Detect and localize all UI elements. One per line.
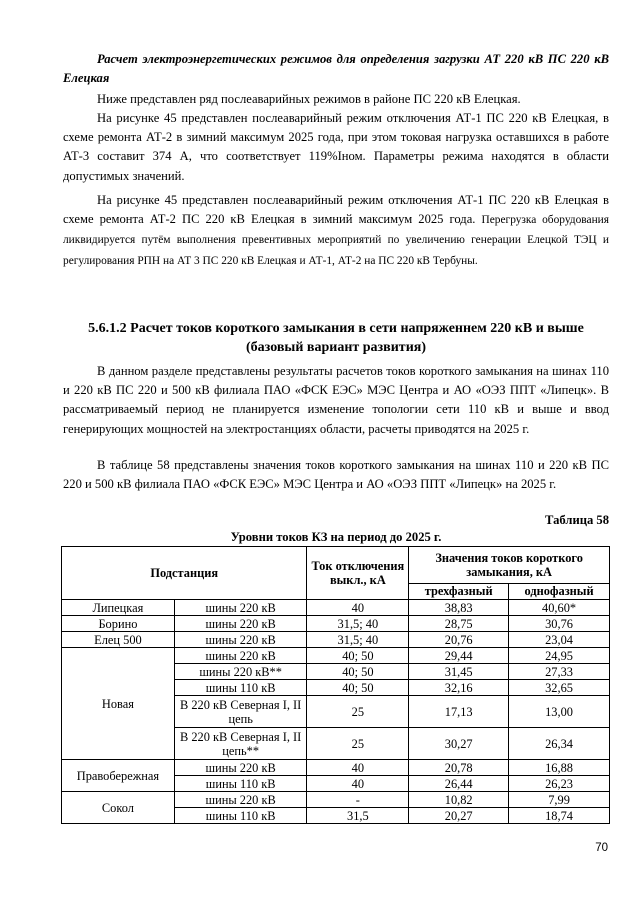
cell-single-phase: 40,60*: [509, 600, 610, 616]
cell-three-phase: 17,13: [409, 696, 509, 728]
subsection-heading: 5.6.1.2 Расчет токов короткого замыкания в сети напряженнем 220 кВ и выше (базовый вариант развития): [88, 321, 584, 355]
cell-bus: В 220 кВ Северная I, II цепь**: [174, 728, 307, 760]
cell-single-phase: 7,99: [509, 792, 610, 808]
cell-bus: шины 220 кВ: [174, 632, 307, 648]
cell-breaking: 40; 50: [307, 648, 409, 664]
cell-three-phase: 20,27: [409, 808, 509, 824]
cell-breaking: 25: [307, 728, 409, 760]
cell-breaking: 31,5; 40: [307, 632, 409, 648]
table-row: [62, 632, 610, 648]
cell-breaking: 40: [307, 600, 409, 616]
cell-single-phase: 32,65: [509, 680, 610, 696]
cell-substation: Борино: [62, 616, 175, 632]
cell-single-phase: 26,23: [509, 776, 610, 792]
cell-bus: шины 110 кВ: [174, 808, 307, 824]
cell-single-phase: 24,95: [509, 648, 610, 664]
cell-bus: шины 220 кВ: [174, 600, 307, 616]
header-sc-values: Значения токов короткого замыкания, кА: [409, 547, 610, 584]
table-row: [62, 648, 610, 664]
table-row: [62, 760, 610, 776]
cell-substation: Липецкая: [62, 600, 175, 616]
cell-three-phase: 20,76: [409, 632, 509, 648]
cell-substation: Новая: [62, 648, 175, 760]
table-row: [62, 600, 610, 616]
page-number: 70: [595, 842, 608, 854]
cell-bus: шины 220 кВ: [174, 792, 307, 808]
cell-three-phase: 10,82: [409, 792, 509, 808]
table-title: Уровни токов КЗ на период до 2025 г.: [230, 530, 442, 544]
cell-three-phase: 30,27: [409, 728, 509, 760]
cell-bus: В 220 кВ Северная I, II цепь: [174, 696, 307, 728]
table-row: [62, 616, 610, 632]
paragraph-mode-2-text: На рисунке 45 представлен послеаварийный режим отключения АТ-1 ПС 220 кВ Елецкая в схеме ремонта АТ-2 ПС 220 кВ Елецкая в зимний максимум 2025 года.: [63, 193, 609, 227]
cell-substation: Правобережная: [62, 760, 175, 792]
paragraph-intro: Ниже представлен ряд послеаварийных режимов в районе ПС 220 кВ Елецкая.: [97, 92, 521, 106]
header-three-phase: трехфазный: [409, 583, 509, 599]
cell-breaking: -: [307, 792, 409, 808]
cell-single-phase: 30,76: [509, 616, 610, 632]
cell-single-phase: 27,33: [509, 664, 610, 680]
cell-three-phase: 32,16: [409, 680, 509, 696]
cell-three-phase: 26,44: [409, 776, 509, 792]
header-single-phase: однофазный: [509, 583, 610, 599]
cell-three-phase: 38,83: [409, 600, 509, 616]
cell-three-phase: 20,78: [409, 760, 509, 776]
paragraph-mode-1: На рисунке 45 представлен послеаварийный режим отключения АТ-1 ПС 220 кВ Елецкая, в схеме ремонта АТ-2 в зимний максимум 2025 года, при этом токовая нагрузка оставшихся в работе АТ-3 составит 374 А, что соответствует 119%Iном. Параметры режима находятся в области допустимых значений.: [63, 111, 609, 183]
cell-three-phase: 31,45: [409, 664, 509, 680]
cell-breaking: 40; 50: [307, 680, 409, 696]
cell-bus: шины 220 кВ: [174, 616, 307, 632]
table-caption: Таблица 58: [545, 513, 609, 527]
cell-bus: шины 110 кВ: [174, 680, 307, 696]
cell-breaking: 31,5: [307, 808, 409, 824]
cell-single-phase: 18,74: [509, 808, 610, 824]
cell-breaking: 40: [307, 760, 409, 776]
cell-single-phase: 16,88: [509, 760, 610, 776]
paragraph-sc-intro: В данном разделе представлены результаты расчетов токов короткого замыкания на шинах 110 и 220 кВ ПС 220 и 500 кВ филиала ПАО «ФСК ЕЭС» МЭС Центра и АО «ОЭЗ ППТ «Липецк». В рассматриваемый период не планируется изменение топологии сети 110 кВ и выше и ввод генерирующих мощностей на электростанциях области, расчеты приводятся на 2025 г.: [63, 364, 609, 436]
cell-single-phase: 13,00: [509, 696, 610, 728]
cell-breaking: 40; 50: [307, 664, 409, 680]
cell-breaking: 40: [307, 776, 409, 792]
cell-bus: шины 110 кВ: [174, 776, 307, 792]
cell-bus: шины 220 кВ: [174, 648, 307, 664]
cell-three-phase: 28,75: [409, 616, 509, 632]
table-row: [62, 792, 610, 808]
section-heading: Расчет электроэнергетических режимов для определения загрузки АТ 220 кВ ПС 220 кВ Елецкая: [63, 52, 609, 86]
cell-bus: шины 220 кВ: [174, 760, 307, 776]
cell-substation: Елец 500: [62, 632, 175, 648]
paragraph-table-ref: В таблице 58 представлены значения токов короткого замыкания на шинах 110 и 220 кВ ПС 220 и 500 кВ филиала ПАО «ФСК ЕЭС» МЭС Центра и АО «ОЭЗ ППТ «Липецк» на 2025 г.: [63, 458, 609, 492]
cell-single-phase: 23,04: [509, 632, 610, 648]
cell-single-phase: 26,34: [509, 728, 610, 760]
paragraph-mode-2: [63, 191, 609, 271]
table-body: [62, 600, 610, 824]
paragraph-mode-2-measures: Перегрузка оборудования ликвидируется путём выполнения превентивных мероприятий по увеличению генерации Елецкой ТЭЦ и регулирования РПН на АТ 3 ПС 220 кВ Елецкая и АТ-1, АТ-2 на ПС 220 кВ Тербуны.: [63, 214, 609, 267]
header-substation: Подстанция: [62, 547, 307, 600]
cell-bus: шины 220 кВ**: [174, 664, 307, 680]
cell-substation: Сокол: [62, 792, 175, 824]
cell-breaking: 31,5; 40: [307, 616, 409, 632]
cell-breaking: 25: [307, 696, 409, 728]
header-breaking-current: Ток отключения выкл., кА: [307, 547, 409, 600]
cell-three-phase: 29,44: [409, 648, 509, 664]
sc-currents-table: [61, 546, 610, 824]
